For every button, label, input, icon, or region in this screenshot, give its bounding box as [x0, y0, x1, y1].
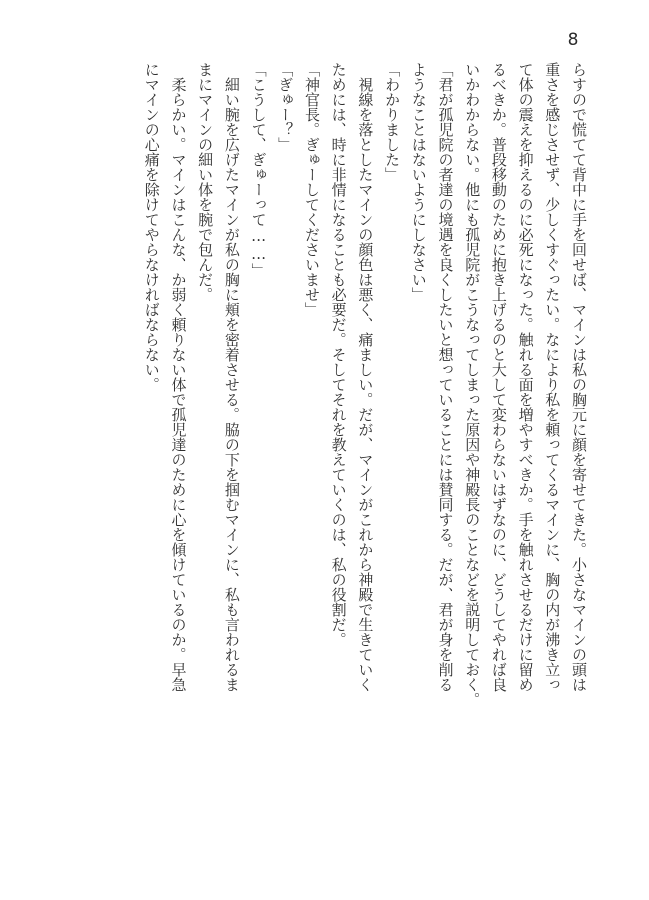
text-line-17: にマインの心痛を除けてやらなければならない。	[142, 62, 161, 392]
text-line-8: 「わかりました」	[383, 62, 402, 182]
text-line-2: 重さを感じさせず、少しくすぐったい。なにより私を頼ってくるマインに、胸の内が沸き立っ	[543, 62, 562, 692]
text-line-15: まにマインの細い体を腕で包んだ。	[196, 62, 215, 302]
text-line-16: 柔らかい。マインはこんな、か弱く頼りない体で孤児達のために心を傾けているのか。早急	[169, 62, 188, 692]
text-line-14: 細い腕を広げたマインが私の胸に頬を密着させる。脇の下を掴むマインに、私も言われるま	[222, 62, 241, 692]
text-line-12: 「ぎゅー？」	[276, 62, 295, 152]
text-line-13: 「こうして、ぎゅーって……」	[249, 62, 268, 278]
text-line-6: 「君が孤児院の者達の境遇を良くしたいと想っていることには賛同する。だが、君が身を削る	[436, 62, 455, 692]
text-line-1: らすので慌てて背中に手を回せば、マインは私の胸元に顔を寄せてきた。小さなマインの頭は	[570, 62, 588, 692]
text-line-7: ようなことはないようにしなさい」	[409, 62, 428, 302]
text-line-4: るべきか。普段移動のために抱き上げるのと大して変わらないはずなのに、どうしてやれば良	[489, 62, 508, 692]
text-line-10: ためには、時に非情になることも必要だ。そしてそれを教えていくのは、私の役割だ。	[329, 62, 348, 647]
vertical-body-text	[104, 62, 592, 862]
text-line-9: 視線を落としたマインの顔色は悪く、痛ましい。だが、マインがこれから神殿で生きていく	[356, 62, 375, 692]
text-line-5: いかわからない。他にも孤児院がこうなってしまった原因や神殿長のことなどを説明しておく。	[463, 62, 482, 707]
text-line-3: て体の震えを抑えるのに必死になった。触れる面を増やすべきか。手を触れさせるだけに留め	[516, 62, 535, 692]
text-line-11: 「神官長。ぎゅーしてくださいませ」	[302, 62, 321, 317]
page-number: 8	[567, 30, 579, 50]
